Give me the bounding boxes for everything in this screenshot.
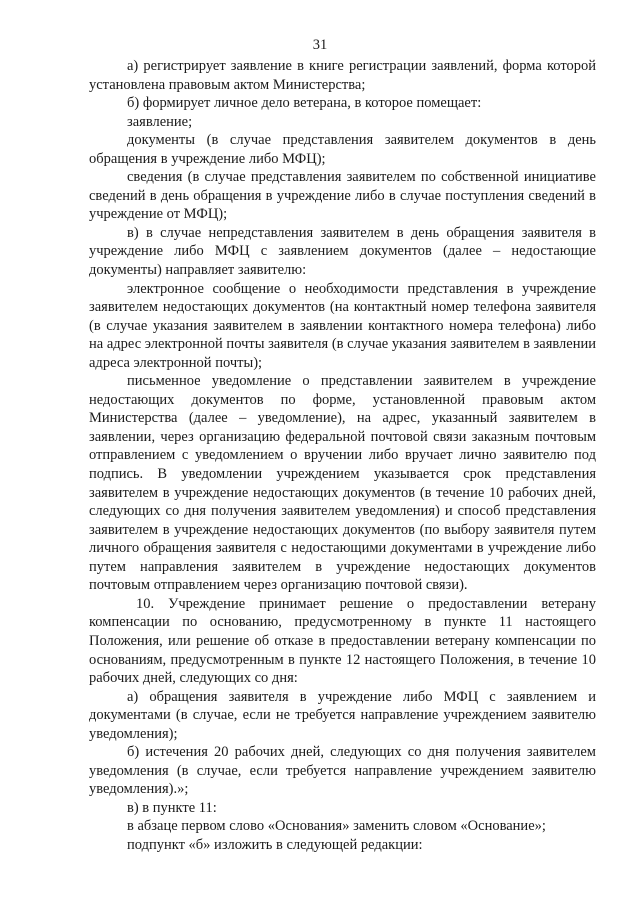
paragraph-item-10: 10. Учреждение принимает решение о предоставлении ветерану компенсации по основанию, предусмотренному в пункте 11 настоящего Положения, или решение об отказе в предоставлении ветерану компенсации по основаниям, предусмотренным в пункте 12 настоящего Положения, в течение 10 рабочих дней, следующих со дня: bbox=[89, 595, 596, 687]
paragraph-subitem-b: подпункт «б» изложить в следующей редакции: bbox=[127, 836, 423, 853]
paragraph-v-item-11: в) в пункте 11: bbox=[127, 799, 217, 816]
document-body bbox=[89, 57, 596, 855]
paragraph-b-personal-file: б) формирует личное дело ветерана, в которое помещает: bbox=[127, 95, 482, 112]
paragraph-written-notice: письменное уведомление о представлении заявителем в учреждение недостающих документов по форме, установленной правовым актом Министерства (далее – уведомление), на адрес, указанный заявителем в заявлении, через организацию федеральной почтовой связи заказным почтовым отправлением с уведомлением о вручении либо вручает лично заявителю под подпись. В уведомлении учреждением указывается срок представления заявителем в учреждение недостающих документов (в течение 10 рабочих дней, следующих со дня получения заявителем уведомления) и способ представления заявителем в учреждение недостающих документов (по выбору заявителя путем личного обращения заявителя с недостающими документами в учреждение либо путем направления заявителем в учреждение недостающих документов почтовым отправлением через организацию почтовой связи). bbox=[89, 373, 596, 594]
paragraph-information: сведения (в случае представления заявителем по собственной инициативе сведений в день обращения в учреждение либо в случае поступления сведений в учреждение от МФЦ); bbox=[89, 169, 596, 223]
paragraph-electronic-message: электронное сообщение о необходимости представления в учреждение заявителем недостающих документов (на контактный номер телефона заявителя (в случае указания заявителем в заявлении контактного номера телефона) либо на адрес электронной почты заявителя (в случае указания заявителем в заявлении адреса электронной почты); bbox=[89, 280, 596, 371]
paragraph-a-appeal: а) обращения заявителя в учреждение либо МФЦ с заявлением и документами (в случае, если не требуется направление учреждением заявителю уведомления); bbox=[89, 688, 596, 742]
paragraph-b-expiry: б) истечения 20 рабочих дней, следующих со дня получения заявителем уведомления (в случае, если требуется направление учреждением заявителю уведомления).»; bbox=[89, 744, 596, 798]
paragraph-v-non-submission: в) в случае непредставления заявителем в день обращения заявителя в учреждение либо МФЦ с заявлением документов (далее – недостающие документы) направляет заявителю: bbox=[89, 224, 596, 279]
paragraph-application: заявление; bbox=[127, 113, 193, 130]
paragraph-a-register: а) регистрирует заявление в книге регистрации заявлений, форма которой установлена правовым актом Министерства; bbox=[89, 58, 596, 93]
page-number: 31 bbox=[312, 37, 328, 53]
paragraph-documents: документы (в случае представления заявителем документов в день обращения в учреждение либо МФЦ); bbox=[89, 132, 596, 167]
paragraph-first-abzats: в абзаце первом слово «Основания» заменить словом «Основание»; bbox=[127, 818, 546, 835]
